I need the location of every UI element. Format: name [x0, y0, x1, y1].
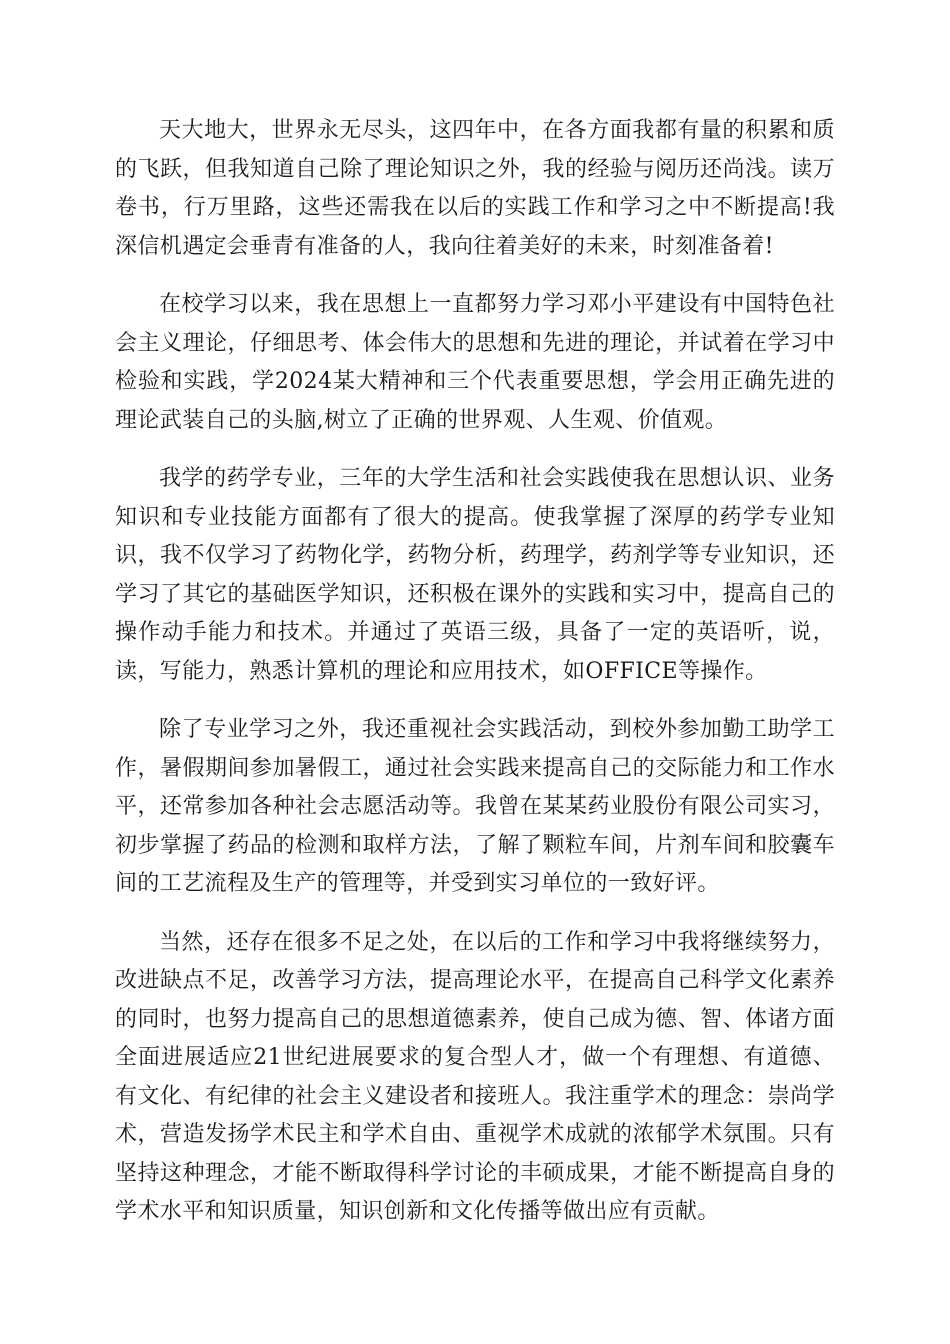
- paragraph-2: 在校学习以来，我在思想上一直都努力学习邓小平建设有中国特色社会主义理论，仔细思考、体会伟大的思想和先进的理论，并试着在学习中检验和实践，学2024某大精神和三个代表重要思想，学会用正确先进的理论武装自己的头脑,树立了正确的世界观、人生观、价值观。: [115, 292, 835, 433]
- document-body: [115, 112, 835, 1252]
- paragraph-1: 天大地大，世界永无尽头，这四年中，在各方面我都有量的积累和质的飞跃，但我知道自己除了理论知识之外，我的经验与阅历还尚浅。读万卷书，行万里路，这些还需我在以后的实践工作和学习之中不断提高!我深信机遇定会垂青有准备的人，我向往着美好的未来，时刻准备着!: [115, 118, 835, 259]
- paragraph-4: 除了专业学习之外，我还重视社会实践活动，到校外参加勤工助学工作，暑假期间参加暑假工，通过社会实践来提高自己的交际能力和工作水平，还常参加各种社会志愿活动等。我曾在某某药业股份有限公司实习，初步掌握了药品的检测和取样方法，了解了颗粒车间，片剂车间和胶囊车间的工艺流程及生产的管理等，并受到实习单位的一致好评。: [115, 717, 835, 896]
- paragraph-5: 当然，还存在很多不足之处，在以后的工作和学习中我将继续努力，改进缺点不足，改善学习方法，提高理论水平，在提高自己科学文化素养的同时，也努力提高自己的思想道德素养，使自己成为德、智、体诸方面全面进展适应21世纪进展要求的复合型人才，做一个有理想、有道德、有文化、有纪律的社会主义建设者和接班人。我注重学术的理念：崇尚学术，营造发扬学术民主和学术自由、重视学术成就的浓郁学术氛围。只有坚持这种理念，才能不断取得科学讨论的丰硕成果，才能不断提高自身的学术水平和知识质量，知识创新和文化传播等做出应有贡献。: [115, 929, 835, 1224]
- paragraph-3: 我学的药学专业，三年的大学生活和社会实践使我在思想认识、业务知识和专业技能方面都有了很大的提高。使我掌握了深厚的药学专业知识，我不仅学习了药物化学，药物分析，药理学，药剂学等专业知识，还学习了其它的基础医学知识，还积极在课外的实践和实习中，提高自己的操作动手能力和技术。并通过了英语三级，具备了一定的英语听，说，读，写能力，熟悉计算机的理论和应用技术，如OFFICE等操作。: [115, 466, 835, 684]
